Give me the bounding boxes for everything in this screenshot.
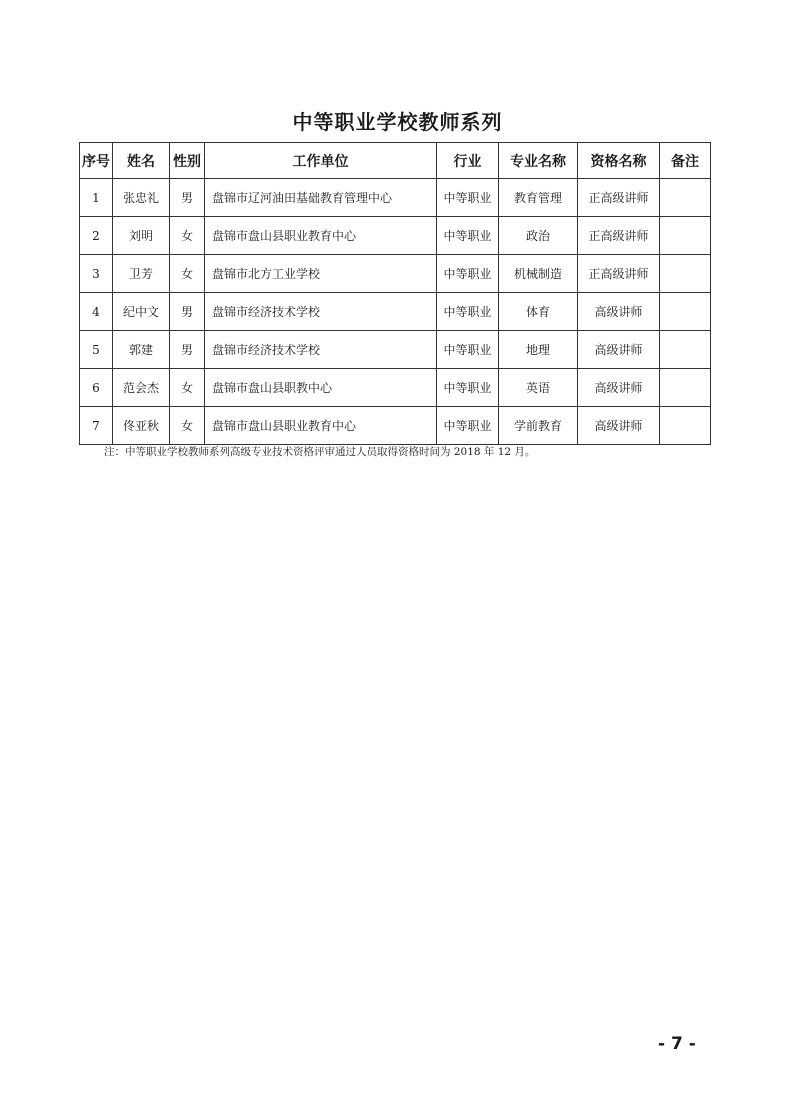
cell-industry: 中等职业	[437, 293, 499, 331]
cell-remarks	[660, 255, 711, 293]
cell-remarks	[660, 331, 711, 369]
cell-industry: 中等职业	[437, 407, 499, 445]
cell-remarks	[660, 369, 711, 407]
cell-gender: 女	[170, 407, 205, 445]
table-body	[80, 179, 711, 445]
cell-qualification: 高级讲师	[578, 331, 660, 369]
cell-specialty: 学前教育	[499, 407, 578, 445]
cell-name: 范会杰	[113, 369, 170, 407]
header-index: 序号	[80, 143, 113, 179]
table-row	[80, 293, 711, 331]
cell-index: 7	[80, 407, 113, 445]
table-row	[80, 217, 711, 255]
cell-work-unit: 盘锦市经济技术学校	[205, 293, 437, 331]
cell-specialty: 地理	[499, 331, 578, 369]
cell-name: 纪中文	[113, 293, 170, 331]
cell-work-unit: 盘锦市经济技术学校	[205, 331, 437, 369]
cell-specialty: 政治	[499, 217, 578, 255]
table-row	[80, 255, 711, 293]
page-number: - 7 -	[658, 1034, 696, 1054]
table-row	[80, 369, 711, 407]
cell-qualification: 正高级讲师	[578, 179, 660, 217]
cell-index: 4	[80, 293, 113, 331]
header-remarks: 备注	[660, 143, 711, 179]
cell-name: 卫芳	[113, 255, 170, 293]
cell-name: 张忠礼	[113, 179, 170, 217]
cell-work-unit: 盘锦市辽河油田基础教育管理中心	[205, 179, 437, 217]
cell-index: 1	[80, 179, 113, 217]
cell-remarks	[660, 217, 711, 255]
footnote: 注：中等职业学校教师系列高级专业技术资格评审通过人员取得资格时间为 2018 年 12 月。	[104, 446, 536, 458]
cell-remarks	[660, 293, 711, 331]
cell-industry: 中等职业	[437, 217, 499, 255]
cell-qualification: 高级讲师	[578, 407, 660, 445]
cell-specialty: 教育管理	[499, 179, 578, 217]
header-work-unit: 工作单位	[205, 143, 437, 179]
cell-index: 5	[80, 331, 113, 369]
cell-industry: 中等职业	[437, 331, 499, 369]
cell-remarks	[660, 407, 711, 445]
cell-name: 郭建	[113, 331, 170, 369]
cell-industry: 中等职业	[437, 179, 499, 217]
cell-work-unit: 盘锦市盘山县职业教育中心	[205, 407, 437, 445]
cell-gender: 女	[170, 255, 205, 293]
cell-gender: 男	[170, 293, 205, 331]
table-row	[80, 407, 711, 445]
cell-index: 6	[80, 369, 113, 407]
cell-specialty: 机械制造	[499, 255, 578, 293]
table-header-row	[80, 143, 711, 179]
cell-gender: 男	[170, 179, 205, 217]
cell-gender: 女	[170, 369, 205, 407]
cell-gender: 女	[170, 217, 205, 255]
cell-specialty: 体育	[499, 293, 578, 331]
cell-name: 刘明	[113, 217, 170, 255]
cell-work-unit: 盘锦市盘山县职教中心	[205, 369, 437, 407]
header-qualification: 资格名称	[578, 143, 660, 179]
table-row	[80, 331, 711, 369]
table-row	[80, 179, 711, 217]
cell-qualification: 正高级讲师	[578, 255, 660, 293]
cell-work-unit: 盘锦市北方工业学校	[205, 255, 437, 293]
cell-work-unit: 盘锦市盘山县职业教育中心	[205, 217, 437, 255]
page-title: 中等职业学校教师系列	[292, 110, 503, 134]
cell-specialty: 英语	[499, 369, 578, 407]
cell-industry: 中等职业	[437, 369, 499, 407]
cell-remarks	[660, 179, 711, 217]
teacher-roster-table	[79, 142, 711, 445]
cell-index: 3	[80, 255, 113, 293]
header-gender: 性别	[170, 143, 205, 179]
cell-index: 2	[80, 217, 113, 255]
header-name: 姓名	[113, 143, 170, 179]
header-industry: 行业	[437, 143, 499, 179]
cell-name: 佟亚秋	[113, 407, 170, 445]
cell-gender: 男	[170, 331, 205, 369]
cell-industry: 中等职业	[437, 255, 499, 293]
header-specialty: 专业名称	[499, 143, 578, 179]
cell-qualification: 正高级讲师	[578, 217, 660, 255]
cell-qualification: 高级讲师	[578, 293, 660, 331]
cell-qualification: 高级讲师	[578, 369, 660, 407]
